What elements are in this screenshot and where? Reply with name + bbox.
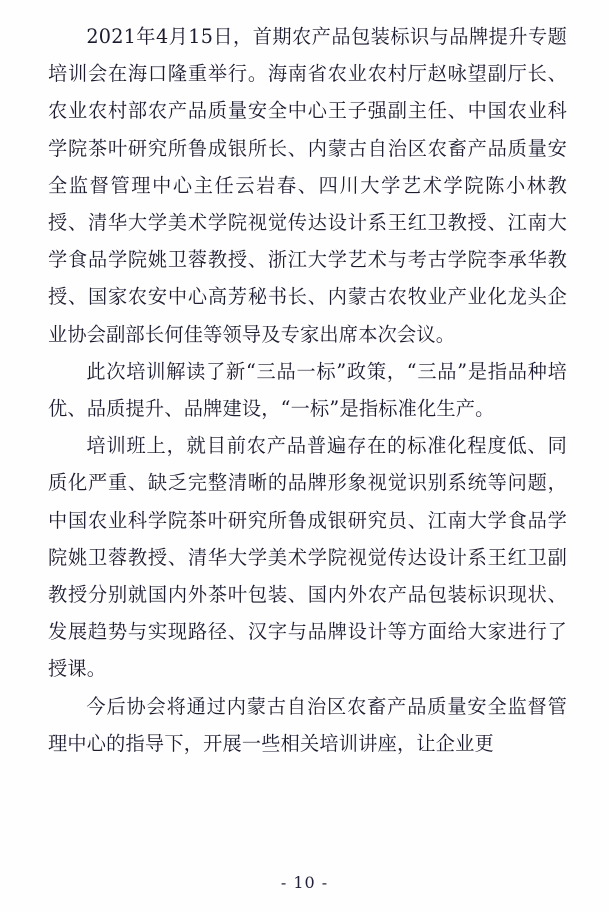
paragraph-3: 培训班上，就目前农产品普遍存在的标准化程度低、同质化严重、缺乏完整清晰的品牌形象视觉识别系统等问题，中国农业科学院茶叶研究所鲁成银研究员、江南大学食品学院姚卫蓉教授、清华大学美术学院视觉传达设计系王红卫副教授分别就国内外茶叶包装、国内外农产品包装标识现状、发展趋势与实现路径、汉字与品牌设计等方面给大家进行了授课。 [48, 434, 567, 681]
document-body [48, 18, 567, 762]
paragraph-2: 此次培训解读了新“三品一标”政策，“三品”是指品种培优、品质提升、品牌建设，“一标”是指标准化生产。 [48, 359, 567, 421]
paragraph-1: 2021年4月15日，首期农产品包装标识与品牌提升专题培训会在海口隆重举行。海南省农业农村厅赵咏望副厅长、农业农村部农产品质量安全中心王子强副主任、中国农业科学院茶叶研究所鲁成银所长、内蒙古自治区农畜产品质量安全监督管理中心主任云岩春、四川大学艺术学院陈小林教授、清华大学美术学院视觉传达设计系王红卫教授、江南大学食品学院姚卫蓉教授、浙江大学艺术与考古学院李承华教授、国家农安中心高芳秘书长、内蒙古农牧业产业化龙头企业协会副部长何佳等领导及专家出席本次会议。 [48, 25, 567, 346]
paragraph-4: 今后协会将通过内蒙古自治区农畜产品质量安全监督管理中心的指导下，开展一些相关培训讲座，让企业更 [48, 694, 567, 755]
page-number: - 10 - [280, 873, 329, 892]
